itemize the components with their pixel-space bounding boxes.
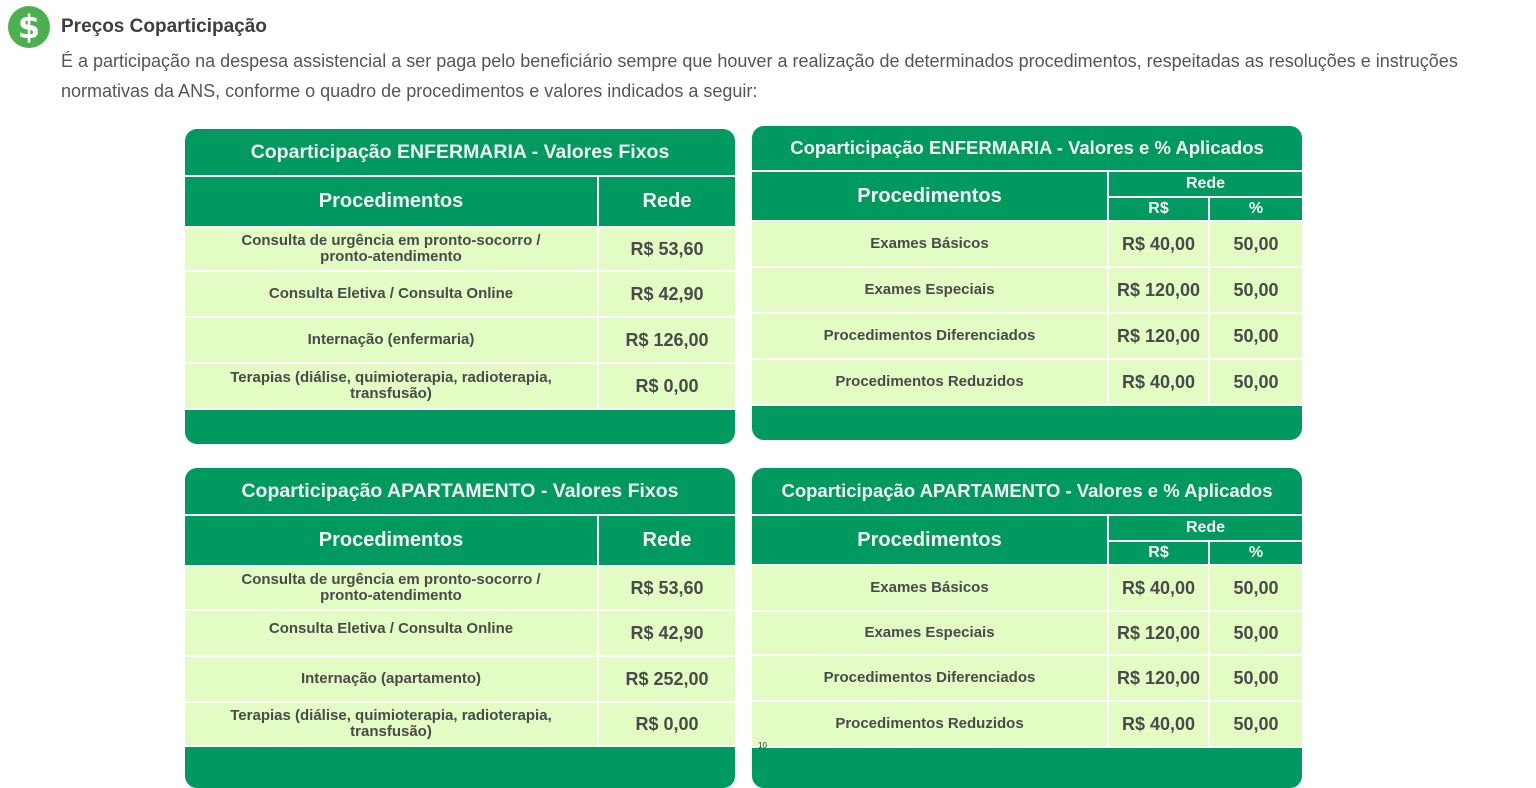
percent-cell: 50,00 bbox=[1209, 267, 1302, 313]
table-footer bbox=[752, 406, 1302, 440]
procedure-cell: Terapias (diálise, quimioterapia, radioterapia, transfusão) bbox=[185, 363, 598, 409]
value-cell: R$ 53,60 bbox=[598, 227, 735, 271]
col-header-rede: Rede bbox=[1108, 516, 1302, 541]
col-header-rede: Rede bbox=[1108, 172, 1302, 197]
section-title: Preços Coparticipação bbox=[61, 16, 267, 37]
col-header-pct: % bbox=[1209, 541, 1302, 565]
col-header-procedimentos: Procedimentos bbox=[185, 516, 598, 566]
value-cell: R$ 40,00 bbox=[1108, 359, 1209, 405]
percent-cell: 50,00 bbox=[1209, 611, 1302, 655]
col-header-procedimentos: Procedimentos bbox=[752, 516, 1108, 565]
value-cell: R$ 42,90 bbox=[598, 271, 735, 317]
procedure-cell: Internação (enfermaria) bbox=[185, 317, 598, 363]
table-row bbox=[752, 313, 1302, 359]
table-row bbox=[185, 656, 735, 702]
procedure-cell: Terapias (diálise, quimioterapia, radioterapia, transfusão) bbox=[185, 702, 598, 746]
value-cell: R$ 252,00 bbox=[598, 656, 735, 702]
table-row bbox=[752, 565, 1302, 611]
table-title: Coparticipação ENFERMARIA - Valores Fixos bbox=[185, 129, 735, 177]
table-title: Coparticipação ENFERMARIA - Valores e % Aplicados bbox=[752, 126, 1302, 172]
procedure-cell: Exames Básicos bbox=[752, 221, 1108, 267]
percent-cell: 50,00 bbox=[1209, 313, 1302, 359]
procedure-cell: Procedimentos Diferenciados bbox=[752, 655, 1108, 701]
percent-cell: 50,00 bbox=[1209, 655, 1302, 701]
table-row bbox=[185, 702, 735, 746]
procedure-cell: Procedimentos Diferenciados bbox=[752, 313, 1108, 359]
value-cell: R$ 53,60 bbox=[598, 566, 735, 610]
table-footer bbox=[185, 410, 735, 444]
procedure-cell: Consulta de urgência em pronto-socorro / pronto-atendimento bbox=[185, 566, 598, 610]
table-row bbox=[185, 566, 735, 610]
table-enfermaria-percent bbox=[752, 126, 1302, 440]
table-row bbox=[752, 701, 1302, 747]
percent-cell: 50,00 bbox=[1209, 701, 1302, 747]
table-title: Coparticipação APARTAMENTO - Valores Fixos bbox=[185, 468, 735, 516]
dollar-icon: $ bbox=[8, 6, 50, 48]
procedure-cell: Procedimentos Reduzidos bbox=[752, 701, 1108, 747]
percent-cell: 50,00 bbox=[1209, 221, 1302, 267]
table-apartamento-percent bbox=[752, 468, 1302, 788]
section-description: É a participação na despesa assistencial a ser paga pelo beneficiário sempre que houver a realização de determinados procedimentos, respeitadas as resoluções e instruções normativas da ANS, conforme o quadro de procedimentos e valores indicados a seguir: bbox=[61, 51, 1458, 101]
table-row bbox=[752, 267, 1302, 313]
value-cell: R$ 120,00 bbox=[1108, 313, 1209, 359]
procedure-cell: Consulta Eletiva / Consulta Online bbox=[185, 271, 598, 317]
table-enfermaria-fixed bbox=[185, 129, 735, 444]
procedure-cell: Exames Especiais bbox=[752, 267, 1108, 313]
col-header-pct: % bbox=[1209, 197, 1302, 221]
value-cell: R$ 126,00 bbox=[598, 317, 735, 363]
value-cell: R$ 40,00 bbox=[1108, 701, 1209, 747]
page-number: 10 bbox=[758, 741, 767, 750]
table-apartamento-fixed bbox=[185, 468, 735, 788]
col-header-rede: Rede bbox=[598, 177, 735, 227]
value-cell: R$ 0,00 bbox=[598, 363, 735, 409]
table-title: Coparticipação APARTAMENTO - Valores e % Aplicados bbox=[752, 468, 1302, 516]
col-header-rs: R$ bbox=[1108, 541, 1209, 565]
table-row bbox=[752, 359, 1302, 405]
procedure-cell: Internação (apartamento) bbox=[185, 656, 598, 702]
col-header-procedimentos: Procedimentos bbox=[185, 177, 598, 227]
value-cell: R$ 40,00 bbox=[1108, 221, 1209, 267]
table-row bbox=[185, 363, 735, 409]
table-footer bbox=[752, 748, 1302, 782]
value-cell: R$ 120,00 bbox=[1108, 267, 1209, 313]
value-cell: R$ 0,00 bbox=[598, 702, 735, 746]
table-row bbox=[752, 221, 1302, 267]
table-row bbox=[752, 611, 1302, 655]
col-header-rede: Rede bbox=[598, 516, 735, 566]
percent-cell: 50,00 bbox=[1209, 359, 1302, 405]
procedure-cell: Consulta de urgência em pronto-socorro / pronto-atendimento bbox=[185, 227, 598, 271]
table-row bbox=[185, 227, 735, 271]
percent-cell: 50,00 bbox=[1209, 565, 1302, 611]
procedure-cell: Exames Básicos bbox=[752, 565, 1108, 611]
value-cell: R$ 120,00 bbox=[1108, 611, 1209, 655]
col-header-procedimentos: Procedimentos bbox=[752, 172, 1108, 221]
procedure-cell: Consulta Eletiva / Consulta Online bbox=[185, 610, 598, 656]
procedure-cell: Procedimentos Reduzidos bbox=[752, 359, 1108, 405]
value-cell: R$ 40,00 bbox=[1108, 565, 1209, 611]
table-row bbox=[752, 655, 1302, 701]
value-cell: R$ 42,90 bbox=[598, 610, 735, 656]
table-row bbox=[185, 317, 735, 363]
table-footer bbox=[185, 747, 735, 781]
col-header-rs: R$ bbox=[1108, 197, 1209, 221]
value-cell: R$ 120,00 bbox=[1108, 655, 1209, 701]
table-row bbox=[185, 610, 735, 656]
table-row bbox=[185, 271, 735, 317]
procedure-cell: Exames Especiais bbox=[752, 611, 1108, 655]
